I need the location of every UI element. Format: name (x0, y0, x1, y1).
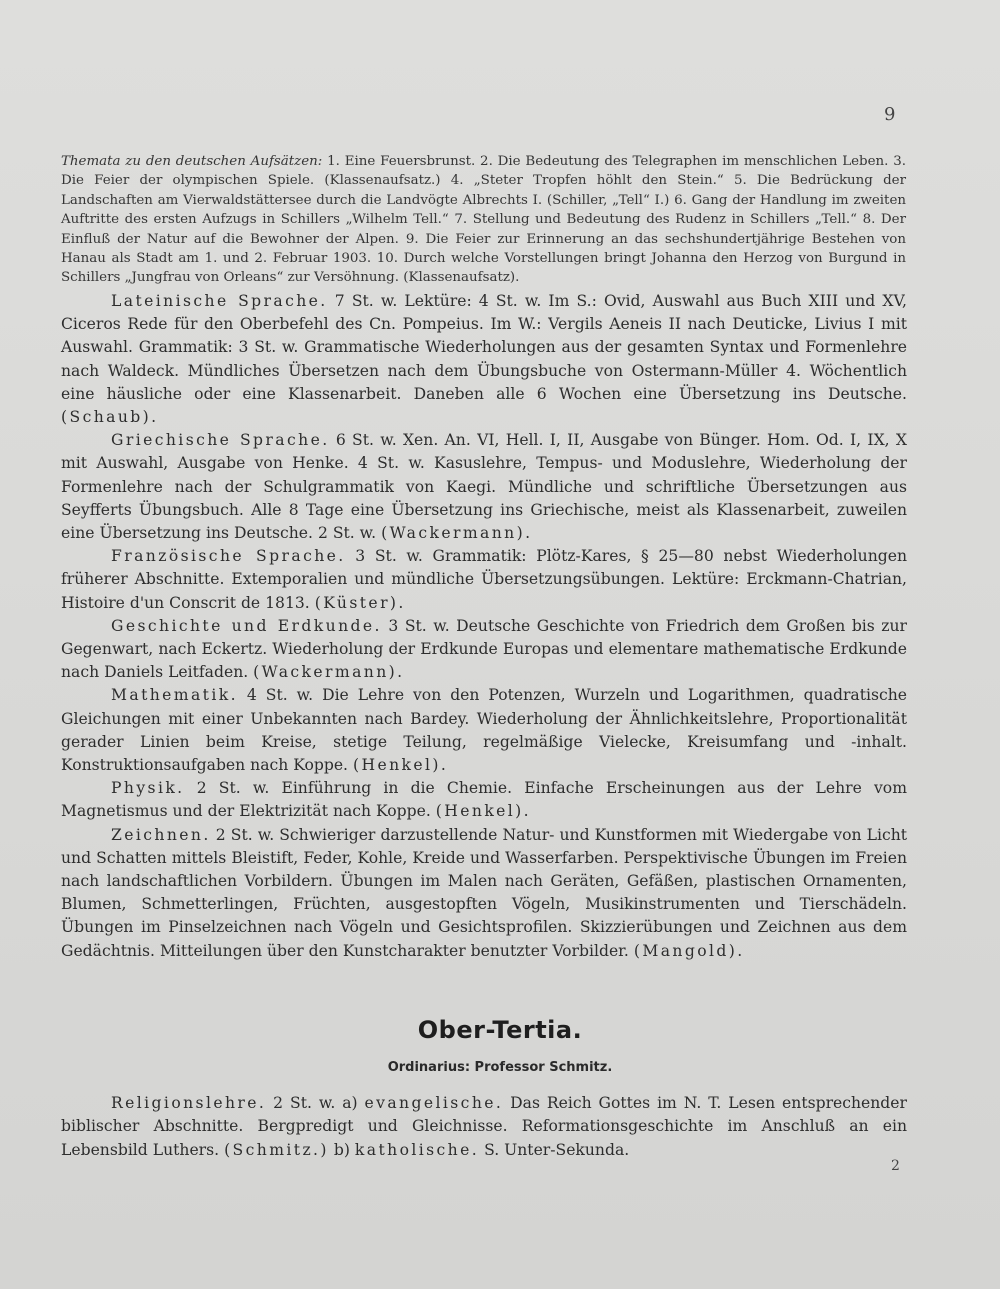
signature-mark: 2 (891, 1158, 900, 1174)
subject-name: Religionslehre. (111, 1094, 267, 1112)
denomination-protestant: evangelische. (364, 1094, 504, 1112)
subject-text: 2 St. w. Schwieriger darzustellende Natur- und Kunstformen mit Wiedergabe von Licht und Schatten mittels Bleistift, Feder, Kohle, Kreide und Wasserfarben. Perspektivische Übungen im Freien nach landschaftlichen Vorbildern. Übungen im Malen nach Geräten, Gefäßen, plastischen Ornamenten, Blumen, Schmetterlingen, Früchten, ausgestopften Vögeln, Musikinstrumenten und Tierschädeln. Übungen im Pinselzeichnen nach Vögeln und Gesichtsprofilen. Skizzierübungen und Zeichnen aus dem Gedächtnis. Mitteilungen über den Kunstcharakter benutzter Vorbilder. (61, 825, 908, 960)
subject-paragraph-religion (61, 1092, 907, 1162)
subject-paragraph-drawing (61, 824, 907, 963)
ordinarius-line: Ordinarius: Professor Schmitz. (387, 1060, 613, 1075)
teacher-name: (Wackermann). (381, 524, 533, 543)
subject-paragraph-latin (61, 290, 907, 429)
subject-text: 7 St. w. Lektüre: 4 St. w. Im S.: Ovid, Auswahl aus Buch XIII und XV, Ciceros Rede für den Oberbefehl des Cn. Pompeius. Im W.: Vergils Aeneis II nach Deuticke, Livius I mit Auswahl. Grammatik: 3 St. w. Grammatische Wiederholungen aus der gesamten Syntax und Formenlehre nach Waldeck. Mündliches Übersetzen nach dem Übungsbuche von Ostermann-Müller 4. Wöchentlich eine häusliche oder eine Klassenarbeit. Daneben alle 6 Wochen eine Übersetzung ins Deutsche. (61, 292, 907, 403)
subject-text: 4 St. w. Die Lehre von den Potenzen, Wurzeln und Logarithmen, quadratische Gleichungen mit einer Unbekannten nach Bardey. Wiederholung der Ähnlichkeitslehre, Proportionalität gerader Linien beim Kreise, stetige Teilung, regelmäßige Vielecke, Kreisumfang und -inhalt. Konstruktionsaufgaben nach Koppe. (61, 686, 907, 775)
subject-text: 3 St. w. Deutsche Geschichte von Friedrich dem Großen bis zur Gegenwart, nach Eckertz. Wiederholung der Erdkunde Europas und elementare mathematische Erdkunde nach Daniels Leitfaden. (61, 616, 907, 682)
teacher-name: (Schaub). (61, 408, 159, 427)
subject-text: 2 St. w. Einführung in die Chemie. Einfache Erscheinungen aus der Lehre vom Magnetismus und der Elektrizität nach Koppe. (61, 779, 907, 821)
subject-text: b) (333, 1140, 350, 1159)
essay-topics-paragraph (61, 152, 906, 288)
subject-name: Französische Sprache. (111, 547, 346, 566)
subjects-section (61, 290, 907, 963)
subject-name: Mathematik. (111, 686, 238, 705)
subject-paragraph-french (61, 545, 907, 615)
subject-paragraph-greek (61, 429, 907, 545)
section-heading: Ober-Tertia. (417, 1016, 583, 1044)
denomination-catholic: katholische. (354, 1140, 480, 1159)
teacher-name: (Henkel). (435, 802, 532, 821)
subject-name: Griechische Sprache. (111, 431, 330, 450)
subject-name: Geschichte und Erdkunde. (111, 616, 382, 635)
teacher-name: (Wackermann). (253, 663, 405, 682)
subject-text: 3 St. w. Grammatik: Plötz-Kares, § 25—80 nebst Wiederholungen früherer Abschnitte. Extemporalien und mündliche Übersetzungsübungen. Lektüre: Erckmann-Chatrian, Histoire d'un Conscrit de 1813. (61, 547, 907, 612)
subject-paragraph-history (61, 615, 907, 685)
subject-name: Zeichnen. (111, 825, 211, 844)
subject-text: 2 St. w. a) (273, 1094, 358, 1112)
subject-text: 6 St. w. Xen. An. VI, Hell. I, II, Ausgabe von Bünger. Hom. Od. I, IX, X mit Auswahl, Ausgabe von Henke. 4 St. w. Kasuslehre, Tempus- und Moduslehre, Wiederholung der Formenlehre nach der Schulgrammatik von Kaegi. Mündliche und schriftliche Übersetzungen aus Seyfferts Übungsbuch. Alle 8 Tage eine Übersetzung ins Griechische, meist als Klassenarbeit, zuweilen eine Übersetzung ins Deutsche. 2 St. w. (61, 431, 908, 543)
teacher-name: (Henkel). (352, 756, 449, 775)
religion-section (61, 1092, 907, 1162)
page-number: 9 (884, 104, 896, 125)
subject-text: S. Unter-Sekunda. (484, 1140, 630, 1159)
teacher-name: (Mangold). (633, 941, 745, 960)
subject-name: Physik. (111, 779, 185, 798)
essay-topics-heading: Themata zu den deutschen Aufsätzen: (61, 154, 323, 169)
essay-topics-list: 1. Eine Feuersbrunst. 2. Die Bedeutung des Telegraphen im menschlichen Leben. 3. Die Feier der olympischen Spiele. (Klassenaufsatz.) 4. „Steter Tropfen höhlt den Stein.“ 5. Die Bedrückung der Landschaften am Vierwaldstättersee durch die Landvögte Albrechts I. (Schiller, „Tell“ I.) 6. Gang der Handlung im zweiten Auftritte des ersten Aufzugs in Schillers „Wilhelm Tell.“ 7. Stellung und Bedeutung des Rudenz in Schillers „Tell.“ 8. Der Einfluß der Natur auf die Bewohner der Alpen. 9. Die Feier zur Erinnerung an das sechshundertjährige Bestehen von Hanau als Stadt am 1. und 2. Februar 1903. 10. Durch welche Vorstellungen bringt Johanna den Herzog von Burgund in Schillers „Jungfrau von Orleans“ zur Versöhnung. (Klassenaufsatz). (61, 154, 907, 286)
teacher-name: (Schmitz.) (224, 1140, 329, 1159)
subject-name: Lateinische Sprache. (111, 292, 328, 310)
subject-paragraph-mathematics (61, 684, 907, 777)
subject-paragraph-physics (61, 777, 907, 823)
subject-text: Das Reich Gottes im N. T. Lesen entsprechender biblischer Abschnitte. Bergpredigt und Gleichnisse. Reformationsgeschichte im Anschluß an ein Lebensbild Luthers. (61, 1094, 907, 1159)
teacher-name: (Küster). (314, 593, 406, 612)
